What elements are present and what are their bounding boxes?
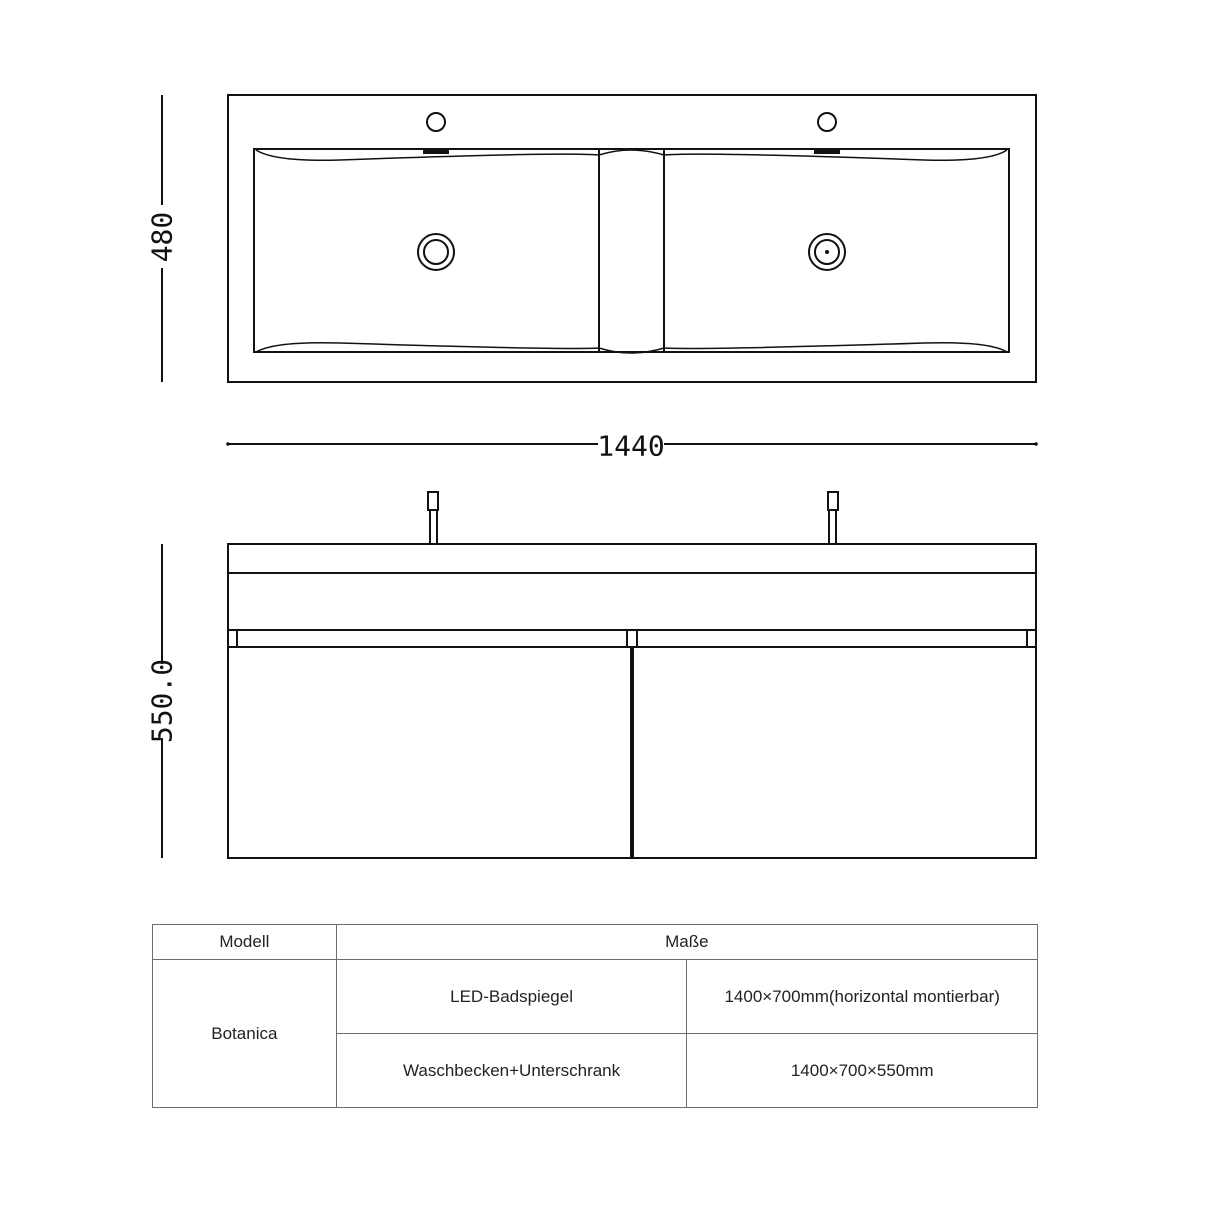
- left-basin-outline: [254, 149, 599, 352]
- left-tap-hole-icon: [427, 113, 445, 131]
- right-drawer-front: [633, 647, 1036, 858]
- header-dimensions: Maße: [336, 925, 1037, 960]
- left-drain-icon: [418, 234, 454, 270]
- handle-rail: [228, 630, 1036, 647]
- left-basin-bottom-curve: [256, 343, 599, 352]
- countertop-front: [228, 544, 1036, 573]
- spec-table: [152, 924, 1038, 1108]
- height-dimension: [146, 544, 179, 858]
- width-label: 1440: [597, 429, 665, 463]
- model-name: Botanica: [153, 960, 337, 1108]
- countertop-outline: [228, 95, 1036, 382]
- right-tap-hole-icon: [818, 113, 836, 131]
- item-size: 1400×700mm(horizontal montierbar): [687, 960, 1038, 1034]
- depth-dimension: [146, 95, 179, 382]
- depth-label: 480: [145, 211, 179, 263]
- item-name: LED-Badspiegel: [336, 960, 687, 1034]
- item-size: 1400×700×550mm: [687, 1034, 1038, 1108]
- table-header-row: [153, 925, 1038, 960]
- right-faucet-icon: [828, 492, 838, 544]
- header-model: Modell: [153, 925, 337, 960]
- right-basin-outline: [664, 149, 1009, 352]
- right-overflow-slot: [815, 150, 839, 153]
- table-row: [153, 960, 1038, 1034]
- item-name: Waschbecken+Unterschrank: [336, 1034, 687, 1108]
- left-faucet-icon: [428, 492, 438, 544]
- front-view: [228, 492, 1036, 858]
- basin-divider: [599, 149, 664, 352]
- right-basin-bottom-curve: [664, 343, 1007, 352]
- right-drain-icon: [809, 234, 845, 270]
- left-overflow-slot: [424, 150, 448, 153]
- top-view: [228, 95, 1036, 382]
- divider-top-curve: [599, 150, 664, 155]
- width-dimension: [226, 430, 1038, 463]
- left-drawer-front: [228, 647, 631, 858]
- cabinet-upper-panel: [228, 573, 1036, 630]
- height-label: 550.0: [145, 658, 179, 744]
